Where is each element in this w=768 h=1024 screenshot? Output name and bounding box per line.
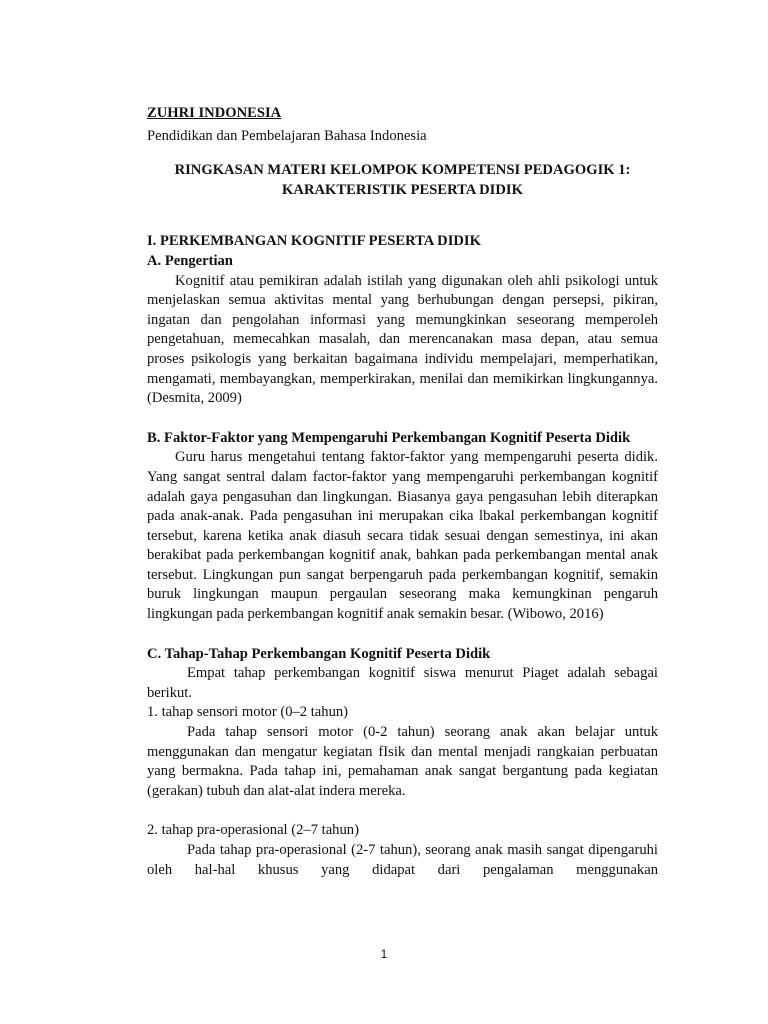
subsection-c-intro: Empat tahap perkembangan kognitif siswa menurut Piaget adalah sebagai berikut.	[147, 665, 658, 701]
document-subtitle: Pendidikan dan Pembelajaran Bahasa Indonesia	[147, 127, 427, 144]
brand-title: ZUHRI INDONESIA	[147, 105, 282, 121]
subsection-a-heading: A. Pengertian	[147, 252, 233, 269]
main-title-line1: RINGKASAN MATERI KELOMPOK KOMPETENSI PEDAGOGIK 1:	[174, 162, 631, 179]
subsection-b-heading: B. Faktor-Faktor yang Mempengaruhi Perkembangan Kognitif Peserta Didik	[147, 429, 631, 446]
subsection-c-heading: C. Tahap-Tahap Perkembangan Kognitif Peserta Didik	[147, 645, 491, 662]
stage2-paragraph: Pada tahap pra-operasional (2-7 tahun), seorang anak masih sangat dipengaruhi oleh hal-hal khusus yang didapat dari pengalaman menggunakan	[147, 842, 658, 878]
stage1-paragraph: Pada tahap sensori motor (0-2 tahun) seorang anak akan belajar untuk menggunakan dan mengatur kegiatan fIsik dan mental menjadi rangkaian perbuatan yang bermakna. Pada tahap ini, pemahaman anak sangat bergantung pada kegiatan (gerakan) tubuh dan alat-alat indera mereka.	[147, 724, 658, 799]
subsection-a-paragraph: Kognitif atau pemikiran adalah istilah yang digunakan oleh ahli psikologi untuk menjelaskan semua aktivitas mental yang berhubungan dengan persepsi, pikiran, ingatan dan pengolahan informasi yang memungkinkan seseorang memperoleh pengetahuan, memecahkan masalah, dan merencanakan masa depan, atau semua proses psikologis yang berkaitan bagaimana individu mempelajari, memperhatikan, mengamati, membayangkan, memperkirakan, menilai dan memikirkan lingkungannya. (Desmita, 2009)	[147, 272, 658, 407]
document-page	[147, 104, 658, 880]
page-number: 1	[380, 947, 388, 961]
stage1-title: 1. tahap sensori motor (0–2 tahun)	[147, 704, 349, 721]
section-heading: I. PERKEMBANGAN KOGNITIF PESERTA DIDIK	[147, 233, 481, 250]
main-title-line2: KARAKTERISTIK PESERTA DIDIK	[282, 181, 523, 198]
stage2-title: 2. tahap pra-operasional (2–7 tahun)	[147, 822, 359, 839]
subsection-b-paragraph: Guru harus mengetahui tentang faktor-faktor yang mempengaruhi peserta didik. Yang sangat sentral dalam factor-faktor yang mempengaruhi perkembangan kognitif adalah gaya pengasuhan dan lingkungan. Biasanya gaya pengasuhan lebih diterapkan pada anak-anak. Pada pengasuhan ini merupakan cika lbakal perkembangan kognitif tersebut, karena ketika anak diasuh secara tidak sesuai dengan semestinya, ini akan berakibat pada perkembangan kognitif anak, bahkan pada perkembangan mental anak tersebut. Lingkungan pun sangat berpengaruh pada perkembangan kognitif, semakin buruk lingkungan maupun pergaulan seseorang maka kemungkinan pengaruh lingkungan pada perkembangan kognitif anak semakin besar. (Wibowo, 2016)	[147, 449, 658, 623]
